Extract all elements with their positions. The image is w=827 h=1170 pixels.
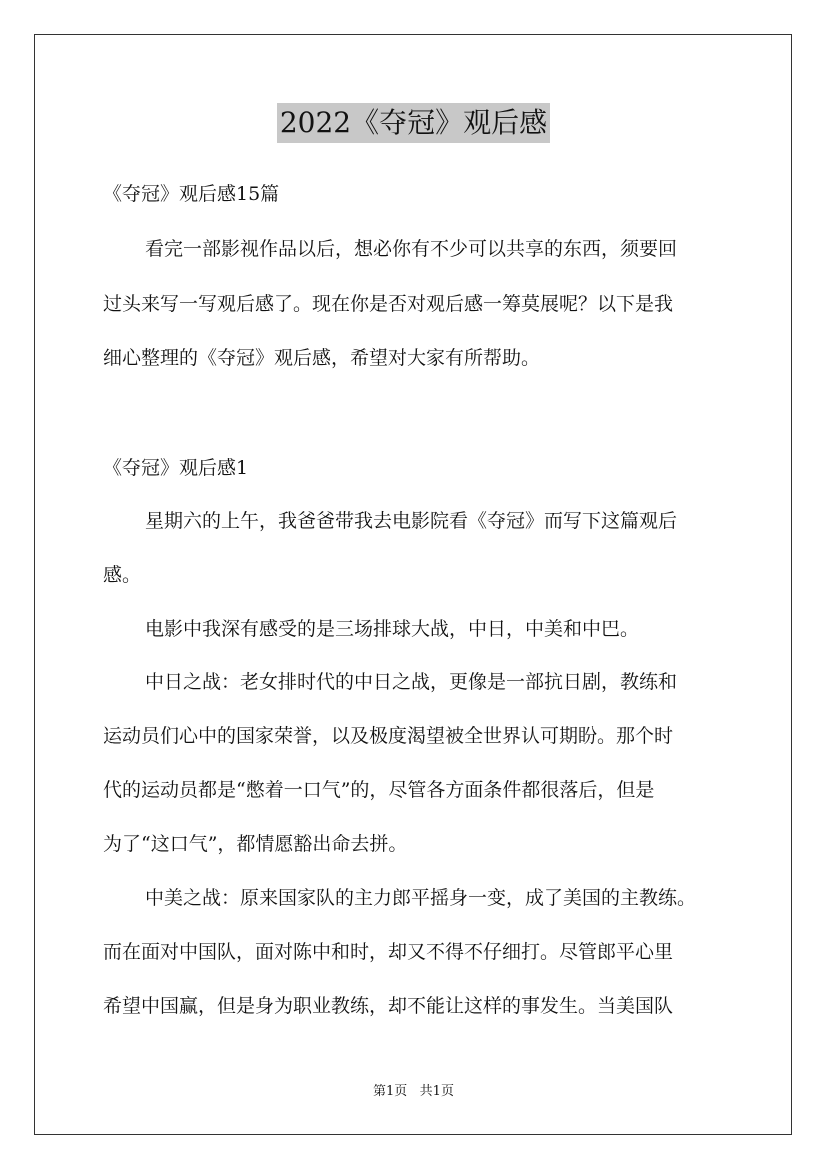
body-line: 为了“这口气”，都情愿豁出命去拼。 bbox=[103, 833, 408, 855]
body-line: 代的运动员都是“憋着一口气”的，尽管各方面条件都很落后，但是 bbox=[103, 779, 655, 801]
body-line: 中日之战：老女排时代的中日之战，更像是一部抗日剧，教练和 bbox=[145, 671, 678, 693]
body-line: 感。 bbox=[103, 564, 142, 586]
section-heading: 《夺冠》观后感1 bbox=[103, 457, 249, 479]
subtitle: 《夺冠》观后感15篇 bbox=[103, 183, 280, 205]
intro-line: 看完一部影视作品以后，想必你有不少可以共享的东西，须要回 bbox=[145, 238, 678, 260]
page-footer: 第1页 共1页 bbox=[373, 1084, 454, 1099]
body-line: 中美之战：原来国家队的主力郎平摇身一变，成了美国的主教练。 bbox=[145, 887, 697, 909]
intro-line: 细心整理的《夺冠》观后感，希望对大家有所帮助。 bbox=[103, 347, 541, 369]
intro-line: 过头来写一写观后感了。现在你是否对观后感一筹莫展呢？以下是我 bbox=[103, 293, 674, 315]
document-title: 2022《夺冠》观后感 bbox=[277, 103, 550, 143]
body-line: 而在面对中国队，面对陈中和时，却又不得不仔细打。尽管郎平心里 bbox=[103, 941, 674, 963]
body-line: 运动员们心中的国家荣誉，以及极度渴望被全世界认可期盼。那个时 bbox=[103, 725, 674, 747]
body-line: 希望中国赢，但是身为职业教练，却不能让这样的事发生。当美国队 bbox=[103, 995, 674, 1017]
title-container bbox=[0, 103, 827, 143]
body-line: 星期六的上午，我爸爸带我去电影院看《夺冠》而写下这篇观后 bbox=[145, 510, 678, 532]
body-line: 电影中我深有感受的是三场排球大战，中日，中美和中巴。 bbox=[145, 618, 640, 640]
